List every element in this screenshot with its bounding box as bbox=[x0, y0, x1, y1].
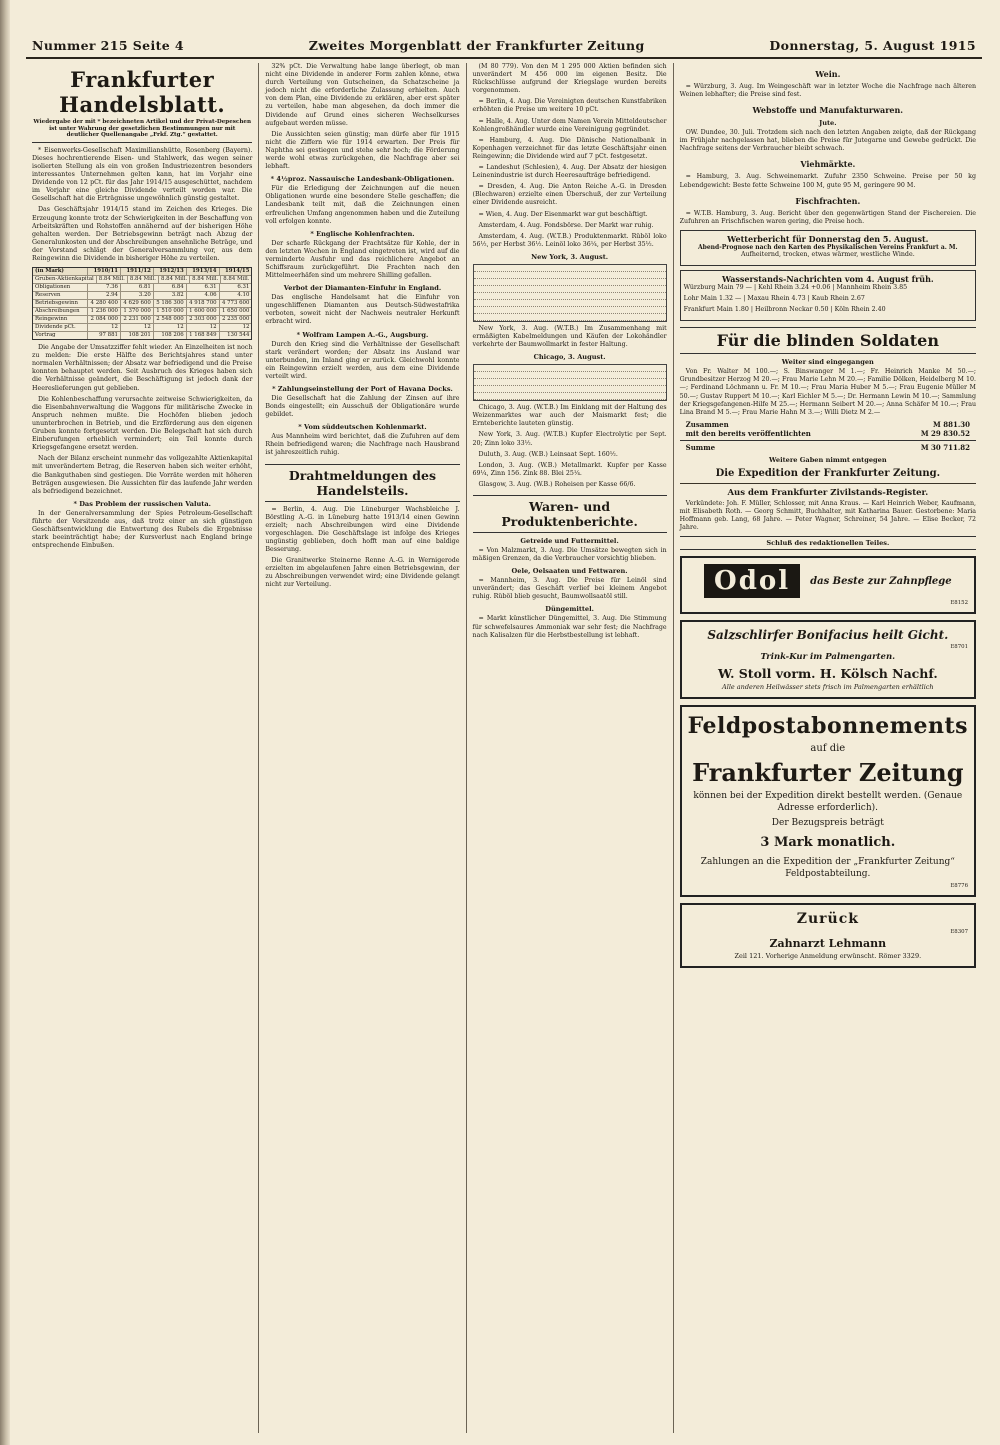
column-2 bbox=[259, 63, 466, 1433]
civil-register-text: Verkündete: Joh. F. Müller, Schlosser, mit Anna Kraus. — Karl Heinrich Weber, Kaufmann, mit Elisabeth Roth. — Georg Schmitt, Buchhalter, mit Katharina Bauer. Gestorbene: Maria Hoffmann geb. Lang, 68 Jahre. — Peter Wagner, Schreiner, 54 Jahre. — Elise Becker, 72 Jahre. bbox=[679, 499, 977, 532]
salz-subline: Trink-Kur im Palmengarten. bbox=[760, 652, 896, 663]
table-row bbox=[474, 293, 666, 300]
ad-code: E8307 bbox=[950, 929, 969, 936]
table-row bbox=[474, 272, 666, 279]
table-cell: Gruben-Aktienkapital bbox=[33, 276, 97, 283]
columns bbox=[26, 63, 982, 1433]
table-row bbox=[474, 365, 666, 372]
market-table-newyork bbox=[473, 264, 667, 322]
table-cell: 1 510 000 bbox=[154, 308, 187, 315]
table-cell: 12 bbox=[242, 324, 250, 331]
odol-logo-row bbox=[688, 564, 968, 598]
feldpost-payment: Zahlungen an die Expedition der „Frankfurter Zeitung“ Feldpostabteilung. bbox=[700, 857, 955, 880]
article-paragraph: = Landeshut (Schlesien), 4. Aug. Der Absatz der hiesigen Leinenindustrie ist durch Heeresaufträge befriedigend. bbox=[472, 164, 667, 180]
table-cell: 12 bbox=[88, 324, 121, 331]
article-heading: * Englische Kohlenfrachten. bbox=[310, 229, 415, 238]
article-heading: Getreide und Futtermittel. bbox=[520, 537, 619, 545]
table-cell: Obligationen bbox=[33, 284, 88, 291]
article-paragraph: Amsterdam, 4. Aug. (W.T.B.) Produktenmarkt. Rüböl loko 56½, per Herbst 36½. Leinöl loko 36¼, per Herbst 35½. bbox=[472, 232, 667, 248]
table-cell: 8.84 Mill. bbox=[190, 276, 221, 283]
table-cell: 4 918 700 bbox=[187, 300, 220, 307]
salz-headline: Salzschlirfer Bonifacius heilt Gicht. bbox=[707, 628, 949, 643]
article-paragraph: = Berlin, 4. Aug. Die Vereinigten deutschen Kunstfabriken erhöhten die Preise um weitere 10 pCt. bbox=[472, 98, 667, 114]
article-paragraph: = Halle, 4. Aug. Unter dem Namen Verein Mitteldeutscher Kohlengroßhändler wurde eine Vereinigung gegründet. bbox=[472, 117, 667, 133]
civil-register-heading: Aus dem Frankfurter Zivilstands-Register. bbox=[727, 487, 929, 498]
water-levels-title: Wasserstands-Nachrichten vom 4. August früh. bbox=[721, 273, 934, 284]
article-heading: Düngemittel. bbox=[545, 605, 594, 614]
table-header-cell: 1913/14 bbox=[187, 268, 220, 275]
article-paragraph: Die Kohlenbeschaffung verursachte zeitweise Schwierigkeiten, da die Eisenbahnverwaltung die Waggons für militärische Zwecke in Anspruch nehmen mußte. Die Hochöfen blieben jedoch ununterbrochen in Betrieb, und die Erzförderung aus den eigenen Gruben konnte fortgesetzt werden. Die Belegschaft hat sich durch Einberufungen erheblich vermindert; ein Teil konnte durch Kriegsgefangene ersetzt werden. bbox=[32, 395, 253, 452]
table-row bbox=[33, 324, 251, 332]
article-paragraph: = Dresden, 4. Aug. Die Anton Reiche A.-G. in Dresden (Blechwaren) erzielte einen Überschuß, der zur Verteilung einer Dividende ausreicht. bbox=[472, 183, 667, 207]
water-levels-row: Frankfurt Main 1.80 | Heilbronn Neckar 0.50 | Köln Rhein 2.40 bbox=[683, 306, 886, 314]
water-levels-box bbox=[680, 270, 976, 321]
table-row bbox=[33, 292, 251, 300]
article-paragraph: New York, 3. Aug. (W.T.B.) Kupfer Electrolytic per Sept. 20; Zinn loko 33½. bbox=[472, 431, 667, 447]
table-cell: 8.84 Mill. bbox=[97, 276, 128, 283]
article-paragraph: Die Gesellschaft hat die Zahlung der Zinsen auf ihre Bonds eingestellt; ein Ausschuß der Obligationäre wurde gebildet. bbox=[265, 395, 460, 419]
table-cell: Reingewinn bbox=[33, 316, 88, 323]
feldpost-title: Feldpostabonnements bbox=[687, 713, 969, 740]
previous-value: M 29 830.52 bbox=[920, 428, 971, 438]
article-paragraph: = Hamburg, 3. Aug. Schweinemarkt. Zufuhr 2350 Schweine. Preise per 50 kg Lebendgewicht: Beste fette Schweine 100 M, gute 95 M, geringere 90 M. bbox=[679, 173, 977, 189]
odol-logo: Odol bbox=[704, 564, 800, 598]
table-cell: 3.82 bbox=[154, 292, 187, 299]
article-paragraph: Die Angabe der Umsatzziffer fehlt wieder. An Einzelheiten ist noch zu melden: Die erste Hälfte des Berichtsjahres stand unter normalen Verhältnissen; der Absatz war befriedigend und die Preise konnten behauptet werden. Seit Ausbruch des Krieges haben sich die Verhältnisse geändert, die Beschäftigung ist jedoch dank der Heereslieferungen gut geblieben. bbox=[32, 344, 253, 392]
ad-salzschlirfer bbox=[680, 620, 976, 699]
section-heading-wein: Wein. bbox=[815, 69, 841, 79]
table-row bbox=[33, 332, 251, 339]
column-1 bbox=[26, 63, 259, 1433]
article-paragraph: = W.T.B. Hamburg, 3. Aug. Bericht über den gegenwärtigen Stand der Fischereien. Die Zufuhren an Frischfischen waren gering, die Preise hoch. bbox=[679, 209, 977, 225]
article-paragraph: = Markt künstlicher Düngemittel, 3. Aug. Die Stimmung für schwefelsaures Ammoniak war sehr fest; die Nachfrage nach Kalisalzen für die Herbstbestellung ist lebhaft. bbox=[472, 615, 667, 639]
article-paragraph: Der scharfe Rückgang der Frachtsätze für Kohle, der in den letzten Wochen in England eingetreten ist, wird auf die verminderte Ausfuhr und das reichlichere Angebot an Schiffsraum zurückgeführt. Die Frachten nach den Mittelmeerhäfen sind um mehrere Shilling gefallen. bbox=[265, 239, 460, 280]
table-cell: 1 650 000 bbox=[221, 308, 250, 315]
table-row bbox=[474, 300, 666, 307]
table-cell: 4.10 bbox=[237, 292, 250, 299]
subtotal-label: Zusammen bbox=[685, 419, 729, 429]
donation-heading: Für die blinden Soldaten bbox=[680, 327, 976, 354]
header-date: Donnerstag, 5. August 1915 bbox=[769, 38, 976, 53]
feldpost-price: 3 Mark monatlich. bbox=[760, 835, 896, 851]
table-cell: 6.31 bbox=[237, 284, 250, 291]
donation-further: Weitere Gaben nimmt entgegen bbox=[769, 455, 887, 464]
article-paragraph: (M 80 779). Von den M 1 295 000 Aktien befinden sich unverändert M 456 000 im eigenen Besitz. Die Rückschlüsse aufgrund der Kriegslage wurden bereits vorgenommen. bbox=[472, 63, 667, 95]
editorial-end-note: Schluß des redaktionellen Teiles. bbox=[680, 536, 976, 550]
table-cell: Reserven bbox=[33, 292, 88, 299]
table-cell: 108 201 bbox=[121, 332, 154, 339]
ad-feldpost bbox=[680, 705, 976, 897]
column-3 bbox=[467, 63, 674, 1433]
ad-code: E8776 bbox=[950, 883, 969, 890]
column-4 bbox=[674, 63, 982, 1433]
market-heading: New York, 3. August. bbox=[531, 252, 609, 261]
table-body bbox=[33, 276, 251, 339]
article-paragraph: Duluth, 3. Aug. (W.B.) Leinsaat Sept. 160½. bbox=[478, 450, 618, 458]
table-row bbox=[33, 284, 251, 292]
article-paragraph: London, 3. Aug. (W.B.) Metallmarkt. Kupfer per Kasse 69¼, Zinn 156. Zink 88. Blei 25¼. bbox=[472, 461, 667, 477]
article-paragraph: Die Granitwerke Steinerne Renne A.-G. in Wernigerode erzielten im abgelaufenen Jahre einen Betriebsgewinn, der zu Abschreibungen verwendet wird; eine Dividende gelangt nicht zur Verteilung. bbox=[265, 557, 460, 589]
weather-subtitle: Abend-Prognose nach den Karten des Physikalischen Vereins Frankfurt a. M. bbox=[698, 243, 958, 251]
article-paragraph: Amsterdam, 4. Aug. Fondsbörse. Der Markt war ruhig. bbox=[478, 221, 654, 229]
article-paragraph: Die Aussichten seien günstig; man dürfe aber für 1915 nicht die Ziffern wie für 1914 erwarten. Der Preis für Naphtha sei gestiegen und stehe sehr hoch; die Förderung werde wohl etwas zurückgehen, die Nachfrage aber sei lebhaft. bbox=[265, 130, 460, 171]
table-row bbox=[474, 307, 666, 314]
article-paragraph: Das Geschäftsjahr 1914/15 stand im Zeichen des Krieges. Die Erzeugung konnte trotz der Schwierigkeiten in der Beschaffung von Arbeitskräften und Rohstoffen annähernd auf der bisherigen Höhe gehalten werden. Der Betriebsgewinn beträgt nach Abzug der Generalunkosten und der Abschreibungen ansehnliche Beträge, und der Vorstand schlägt der Generalversammlung vor, aus dem Reingewinn die Dividende in bisheriger Höhe zu verteilen. bbox=[32, 206, 253, 262]
table-cell: 1 168 849 bbox=[187, 332, 220, 339]
table-row bbox=[474, 393, 666, 400]
article-heading: * Das Problem der russischen Valuta. bbox=[73, 499, 211, 508]
table-cell: 3.20 bbox=[121, 292, 154, 299]
donation-list: Von Fr. Walter M 100.—; S. Binswanger M 1.—; Fr. Heinrich Manke M 50.—; Grundbesitzer Herzog M 20.—; Frau Marie Lehn M 20.—; Familie Dölken, Heidelberg M 10.—; Ferdinand Löchmann u. Fr. M 10.—; Frau Maria Huber M 5.—; Frau Eugenie Müller M 50.—; Gustav Ruppert M 10.—; Karl Eichler M 5.—; Dr. Hermann Lewin M 10.—; Sammlung der Kriegsgefangenen-Hilfe M 25.—; Hermann Seibert M 20.—; Anna Schäfer M 10.—; Frau Lina Brand M 5.—; Frau Marie Hahn M 3.—; Willi Dietz M 2.— bbox=[679, 368, 977, 416]
table-cell: 5 186 300 bbox=[154, 300, 187, 307]
table-cell: 6.31 bbox=[187, 284, 220, 291]
table-header-cell: 1911/12 bbox=[121, 268, 154, 275]
table-row bbox=[474, 379, 666, 386]
donation-subheading: Weiter sind eingegangen bbox=[781, 358, 874, 367]
water-levels-row: Würzburg Main 79 — | Kehl Rhein 3.24 +0.06 | Mannheim Rhein 3.85 bbox=[683, 283, 908, 291]
article-heading: * Wolfram Lampen A.-G., Augsburg. bbox=[296, 330, 429, 339]
table-header-cell: 1912/13 bbox=[154, 268, 187, 275]
table-cell: 108 206 bbox=[154, 332, 187, 339]
zahnarzt-address: Zeil 121. Vorherige Anmeldung erwünscht. Römer 3329. bbox=[734, 952, 922, 961]
table-cell: 97 881 bbox=[88, 332, 121, 339]
article-paragraph: * Eisenwerks-Gesellschaft Maximilianshütte, Rosenberg (Bayern). Dieses hochrentierende Eisen- und Stahlwerk, das wegen seiner isolierten Stellung als ein von großen Industriezentren besonders interessantes Unternehmen gelten kann, hat im Vorjahr eine Dividende von 12 pCt. für das Jahr 1914/15 ausgeschüttet, nachdem im Vorjahr eine gleiche Dividende verteilt worden war. Die Gesellschaft hat die Erträgnisse ungewöhnlich günstig gestaltet. bbox=[32, 146, 253, 203]
article-heading: Jute. bbox=[819, 119, 837, 128]
ad-odol bbox=[680, 556, 976, 614]
table-cell: 1 600 000 bbox=[187, 308, 220, 315]
table-cell: 4 629 600 bbox=[121, 300, 154, 307]
article-paragraph: Aus Mannheim wird berichtet, daß die Zufuhren auf dem Rhein befriedigend waren; die Nachfrage nach Hausbrand ist jahreszeitlich ruhig. bbox=[265, 433, 460, 457]
table-row bbox=[474, 314, 666, 321]
weather-title: Wetterbericht für Donnerstag den 5. August. bbox=[727, 233, 929, 244]
subtotal-value: M 881.30 bbox=[933, 419, 971, 429]
section-heading-viehmaerkte: Viehmärkte. bbox=[800, 159, 856, 170]
table-header-cell: (in Mark) bbox=[33, 268, 88, 275]
article-heading: Verbot der Diamanten-Einfuhr in England. bbox=[283, 284, 442, 293]
donation-previous bbox=[680, 429, 976, 438]
salz-note: Alle anderen Heilwässer stets frisch im Palmengarten erhältlich bbox=[722, 683, 934, 692]
article-paragraph: = Von Malzmarkt, 3. Aug. Die Umsätze bewegten sich in mäßigen Grenzen, da die Verbraucher vorsichtig blieben. bbox=[472, 547, 667, 563]
reprint-note: Wiedergabe der mit * bezeichneten Artikel und der Privat-Depeschen ist unter Wahrung der gesetzlichen Bestimmungen nur mit deutlicher Quellenangabe „Frkf. Ztg.“ gestattet. bbox=[32, 119, 252, 143]
table-row bbox=[33, 308, 251, 316]
section-heading-fischfrachten: Fischfrachten. bbox=[795, 195, 861, 206]
header-issue-page: Nummer 215 Seite 4 bbox=[32, 38, 185, 53]
table-cell: 8.84 Mill. bbox=[159, 276, 190, 283]
feldpost-connector: auf die bbox=[810, 743, 846, 755]
table-header-cell: 1910/11 bbox=[88, 268, 121, 275]
table-cell: 12 bbox=[187, 324, 220, 331]
article-paragraph: Glasgow, 3. Aug. (W.B.) Roheisen per Kasse 66/6. bbox=[478, 480, 636, 488]
table-cell: 130 544 bbox=[227, 332, 250, 339]
total-value: M 30 711.82 bbox=[920, 442, 971, 452]
table-cell: 6.84 bbox=[154, 284, 187, 291]
table-row bbox=[474, 386, 666, 393]
table-cell: 2 303 000 bbox=[187, 316, 220, 323]
water-levels-row: Lohr Main 1.32 — | Maxau Rhein 4.73 | Kaub Rhein 2.67 bbox=[683, 295, 865, 303]
table-cell: 4 773 600 bbox=[221, 300, 250, 307]
table-cell: 7.36 bbox=[88, 284, 121, 291]
article-heading: * Vom süddeutschen Kohlenmarkt. bbox=[298, 423, 427, 432]
financial-table bbox=[32, 267, 252, 340]
ad-zahnarzt bbox=[680, 903, 976, 968]
table-cell: 12 bbox=[121, 324, 154, 331]
table-row bbox=[33, 300, 251, 308]
table-cell: 2.94 bbox=[88, 292, 121, 299]
table-cell: Abschreibungen bbox=[33, 308, 88, 315]
article-heading: * 4½proz. Nassauische Landesbank-Obligationen. bbox=[270, 175, 455, 184]
article-paragraph: 32% pCt. Die Verwaltung habe lange überlegt, ob man nicht eine Dividende in anderer Form zahlen könne, etwa durch Verteilung von Gutscheinen, da Schatzscheine ja jedoch nicht die erforderliche Zulassung erhielten. Auch von dem Plan, eine Dividende zu erklären, aber erst später zu verteilen, habe man abgesehen, da doch immer die Dividende auf Grund eines sicheren Wechselkurses aufgebaut werden müsse. bbox=[265, 63, 460, 127]
article-paragraph: OW. Dundee, 30. Juli. Trotzdem sich nach den letzten Angaben zeigte, daß der Rückgang im Frühjahr nachgelassen hat, blieben die Preise für Jutegarne und Gewebe gedrückt. Die Nachfrage seitens der Verbraucher bleibt schwach. bbox=[679, 129, 977, 153]
table-header-row bbox=[33, 268, 251, 276]
article-paragraph: = Berlin, 4. Aug. Die Lüneburger Wachsbleiche J. Börstling A.-G. in Lüneburg hatte 1913/14 einen Gewinn erzielt; nach Abschreibungen wird eine Dividende vorgeschlagen. Die Geschäftslage ist infolge des Krieges ungünstig geblieben, doch hofft man auf eine baldige Besserung. bbox=[265, 505, 460, 554]
section-heading-webstoffe: Webstoffe und Manufakturwaren. bbox=[752, 105, 904, 116]
table-cell: 6.81 bbox=[121, 284, 154, 291]
article-paragraph: = Mannheim, 3. Aug. Die Preise für Leinöl sind unverändert; das Geschäft verlief bei kleinem Angebot ruhig. Rüböl blieb gesucht, Baumwollsaatöl still. bbox=[472, 577, 667, 601]
market-heading: Chicago, 3. August. bbox=[533, 353, 606, 362]
salz-seller: W. Stoll vorm. H. Kölsch Nachf. bbox=[717, 666, 938, 682]
table-cell: 4.06 bbox=[187, 292, 220, 299]
article-paragraph: = Hamburg, 4. Aug. Die Dänische Nationalbank in Kopenhagen verzeichnet für das letzte Geschäftsjahr einen Reingewinn; die Dividende wird auf 7 pCt. festgesetzt. bbox=[472, 136, 667, 160]
table-cell: 2 235 000 bbox=[221, 316, 250, 323]
table-cell: 8.84 Mill. bbox=[128, 276, 159, 283]
feldpost-price-label: Der Bezugspreis beträgt bbox=[771, 818, 884, 829]
page-binding-edge bbox=[0, 0, 10, 1445]
feldpost-newspaper: Frankfurter Zeitung bbox=[692, 758, 964, 788]
table-cell: 1 236 000 bbox=[88, 308, 121, 315]
ad-code: E8152 bbox=[950, 600, 969, 607]
article-paragraph: Chicago, 3. Aug. (W.T.B.) Im Einklang mit der Haltung des Weizenmarktes war auch der Maismarkt fest; die Ernteberichte lauteten günstig. bbox=[472, 404, 667, 428]
section-heading-drahtmeldungen: Drahtmeldungen des Handelsteils. bbox=[265, 464, 459, 502]
article-paragraph: Durch den Krieg sind die Verhältnisse der Gesellschaft stark verändert worden; der Absatz ins Ausland war unterbunden, im Inland ging er zurück. Gleichwohl konnte ein Reingewinn erzielt werden, aus dem eine Dividende verteilt wird. bbox=[265, 340, 460, 380]
table-cell: 8.84 Mill. bbox=[223, 276, 250, 283]
table-cell: 2 548 000 bbox=[154, 316, 187, 323]
article-paragraph: = Wien, 4. Aug. Der Eisenmarkt war gut beschäftigt. bbox=[478, 210, 648, 218]
article-paragraph: Das englische Handelsamt hat die Einfuhr von ungeschliffenen Diamanten aus Deutsch-Südwestafrika verboten, soweit nicht der Nachweis neutraler Herkunft erbracht wird. bbox=[265, 294, 460, 326]
ad-code: E8701 bbox=[950, 644, 969, 651]
market-table-chicago bbox=[473, 364, 667, 401]
feldpost-info: können bei der Expedition direkt bestellt werden. (Genaue Adresse erforderlich). bbox=[693, 791, 963, 814]
table-cell: 1 370 000 bbox=[121, 308, 154, 315]
table-cell: Betriebsgewinn bbox=[33, 300, 88, 307]
article-heading: Oele, Oelsaaten und Fettwaren. bbox=[511, 567, 628, 576]
weather-forecast: Aufheiternd, trocken, etwas wärmer, westliche Winde. bbox=[740, 250, 915, 258]
article-paragraph: = Würzburg, 3. Aug. Im Weingeschäft war in letzter Woche die Nachfrage nach älteren Weinen lebhafter; die Preise sind fest. bbox=[679, 83, 977, 99]
donation-subtotal bbox=[680, 420, 976, 429]
table-row bbox=[33, 316, 251, 324]
table-row bbox=[474, 286, 666, 293]
zahnarzt-headline: Zurück bbox=[796, 911, 859, 928]
article-paragraph: New York, 3. Aug. (W.T.B.) Im Zusammenhang mit ermäßigten Kabelmeldungen und Käufen der Lokohändler verkehrte der Baumwollmarkt in fester Haltung. bbox=[472, 324, 667, 349]
masthead-handelsblatt: Frankfurter Handelsblatt. bbox=[59, 67, 226, 117]
table-cell: 12 bbox=[154, 324, 187, 331]
article-paragraph: Für die Erledigung der Zeichnungen auf die neuen Obligationen wurde eine besondere Stelle geschaffen; die Landesbank teilt mit, daß die Zeichnungen einen erfreulichen Umfang angenommen haben und die Zuteilung voll erfolgen konnte. bbox=[265, 185, 460, 225]
table-cell: Vortrag bbox=[33, 332, 88, 339]
odol-tagline: das Beste zur Zahnpflege bbox=[810, 575, 952, 587]
weather-report-box bbox=[680, 230, 976, 266]
zahnarzt-name: Zahnarzt Lehmann bbox=[769, 937, 887, 951]
header-edition: Zweites Morgenblatt der Frankfurter Zeitung bbox=[308, 38, 645, 53]
table-cell: 2 084 000 bbox=[88, 316, 121, 323]
table-row bbox=[33, 276, 251, 284]
donation-expedition: Die Expedition der Frankfurter Zeitung. bbox=[715, 467, 941, 479]
article-paragraph: Nach der Bilanz erscheint nunmehr das vollgezahlte Aktienkapital mit unverändertem Betrag, die Reserven haben sich weiter erhöht, die Bankguthaben sind gestiegen. Die Vorräte werden mit höheren Beträgen ausgewiesen. Die Aussichten für das laufende Jahr werden als befriedigend bezeichnet. bbox=[32, 455, 253, 495]
article-heading: * Zahlungseinstellung der Port of Havana Docks. bbox=[272, 385, 453, 393]
table-row bbox=[474, 279, 666, 286]
table-row bbox=[474, 265, 666, 272]
table-row bbox=[474, 372, 666, 379]
table-cell: 4 280 400 bbox=[88, 300, 121, 307]
previous-label: mit den bereits veröffentlichten bbox=[685, 428, 811, 438]
table-cell: Dividende pCt. bbox=[33, 324, 88, 331]
table-header-cell: 1914/15 bbox=[224, 268, 250, 275]
section-heading-warenberichte: Waren- und Produktenberichte. bbox=[473, 495, 667, 533]
article-paragraph: In der Generalversammlung der Spies Petroleum-Gesellschaft führte der Vorsitzende aus, daß trotz einer an sich günstigen Geschäftsentwicklung die Entwertung des Rubels die Ergebnisse stark beeinträchtigt habe; der Kursverlust nach England bringe entsprechende Einbußen. bbox=[32, 509, 253, 550]
donation-total bbox=[680, 440, 976, 452]
total-label: Summe bbox=[685, 442, 716, 452]
table-cell: 2 231 000 bbox=[121, 316, 154, 323]
page-header bbox=[26, 10, 982, 59]
divider bbox=[680, 483, 976, 484]
